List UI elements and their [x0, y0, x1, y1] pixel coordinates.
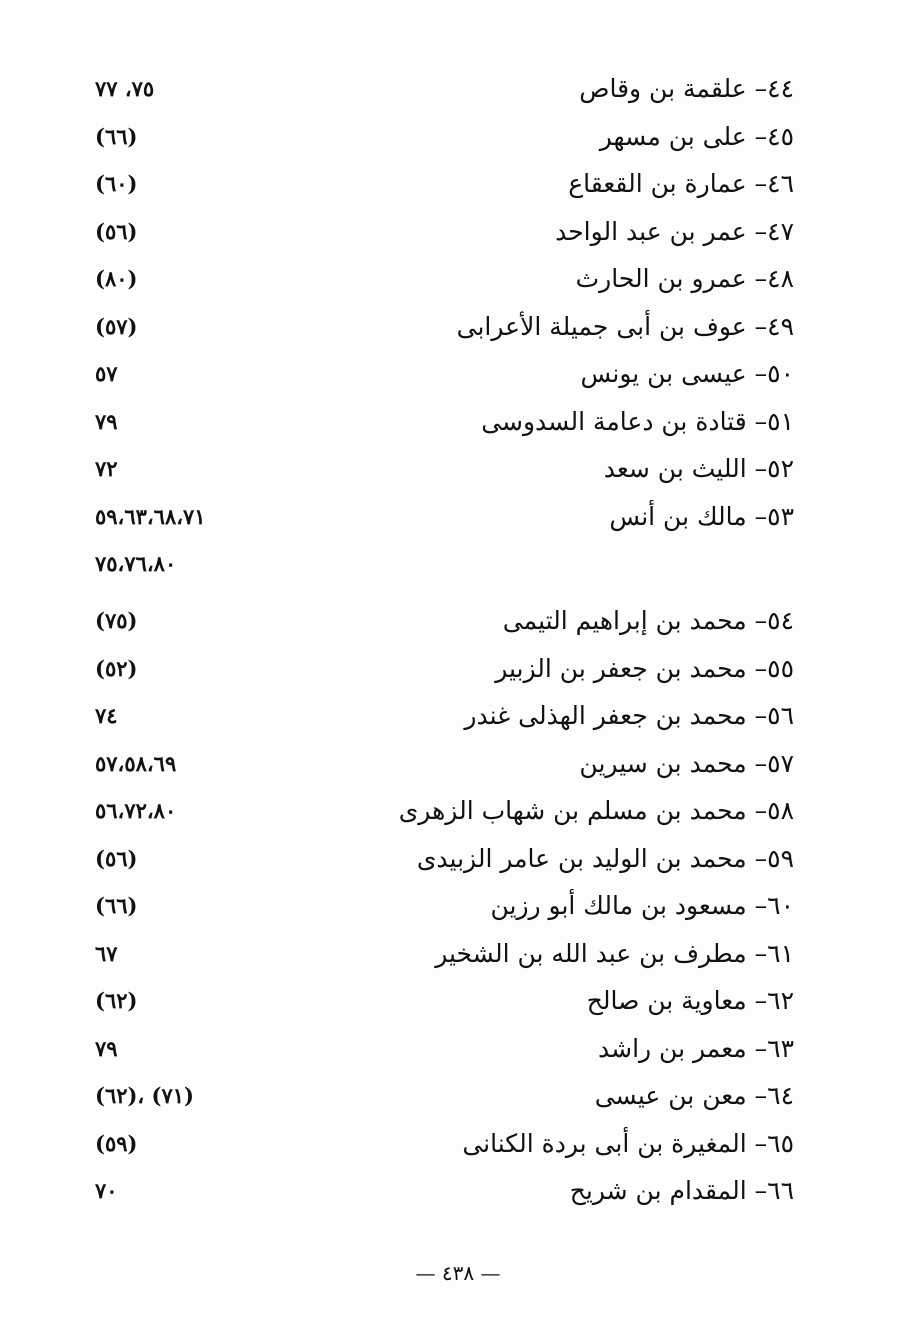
index-entry-row: [0, 1121, 916, 1167]
index-entry-row: [0, 646, 916, 692]
index-entry-row: [0, 1073, 916, 1119]
index-entry-refs: (٦٦): [95, 893, 138, 918]
index-entry-refs: (٦٠): [95, 171, 138, 196]
index-entry-refs: (٥٦): [95, 845, 138, 871]
index-entry-refs: (٧٥): [95, 608, 138, 633]
index-entry-name: ٥٥– محمد بن جعفر بن الزبير: [495, 653, 794, 683]
index-entry-name: ٦١– مطرف بن عبد الله بن الشخير: [435, 938, 794, 968]
index-entry-refs: ٧٤: [95, 703, 118, 728]
index-entry-name: ٦٥– المغيرة بن أبى بردة الكنانى: [462, 1128, 794, 1158]
index-entry-refs: ٧٥،٧٦،٨٠: [95, 551, 177, 576]
index-entry-name: ٦٢– معاوية بن صالح: [586, 986, 794, 1015]
index-entry-refs: ٧٥، ٧٧: [95, 76, 155, 101]
index-entry-row: [0, 788, 916, 834]
index-entry-row: [0, 304, 916, 350]
index-entry-row: [0, 446, 916, 492]
index-entry-row: [0, 836, 916, 882]
index-entry-refs: ٥٦،٧٢،٨٠: [95, 798, 177, 823]
index-entry-name: ٤٨– عمرو بن الحارث: [575, 264, 794, 293]
index-entry-refs: (٦٦): [95, 123, 138, 149]
index-entry-row: [0, 978, 916, 1024]
index-entry-name: ٥٠– عيسى بن يونس: [580, 359, 794, 388]
index-entry-name: ٦٠– مسعود بن مالك أبو رزين: [490, 891, 794, 920]
index-entry-row: [0, 598, 916, 644]
index-entry-row: [0, 541, 916, 587]
index-entry-row: [0, 399, 916, 445]
index-entry-name: ٥٣– مالك بن أنس: [609, 501, 794, 531]
index-entry-refs: ٧٩: [95, 408, 118, 434]
index-entry-row: [0, 66, 916, 112]
index-entry-row: [0, 693, 916, 739]
index-entry-refs: (٥٦): [95, 218, 138, 244]
index-entry-name: ٥١– قتادة بن دعامة السدوسى: [481, 406, 794, 436]
index-entry-row: [0, 209, 916, 255]
index-entry-refs: ٧٢: [95, 456, 118, 481]
index-entry-refs: (٥٢): [95, 655, 138, 681]
index-entry-name: ٤٥– على بن مسهر: [599, 121, 794, 151]
index-entry-refs: (٥٩): [95, 1130, 138, 1156]
index-entry-name: ٥٩– محمد بن الوليد بن عامر الزبيدى: [416, 843, 794, 873]
index-entry-row: [0, 931, 916, 977]
index-entry-name: ٤٩– عوف بن أبى جميلة الأعرابى: [456, 311, 794, 341]
index-entry-row: [0, 494, 916, 540]
index-entry-name: ٦٤– معن بن عيسى: [594, 1081, 794, 1110]
index-entry-name: ٥٢– الليث بن سعد: [603, 454, 794, 483]
index-entry-refs: ٥٩،٦٣،٦٨،٧١: [95, 503, 206, 529]
index-entry-name: ٥٦– محمد بن جعفر الهذلى غندر: [464, 701, 794, 730]
index-entry-refs: ٧٩: [95, 1035, 118, 1061]
index-entry-refs: (٦٢): [95, 988, 138, 1013]
index-entry-name: ٥٧– محمد بن سيرين: [579, 748, 794, 778]
index-entry-row: [0, 114, 916, 160]
index-entry-refs: (٥٧): [95, 313, 138, 339]
index-entry-row: [0, 1026, 916, 1072]
index-entry-refs: ٥٧،٥٨،٦٩: [95, 750, 177, 776]
index-entry-refs: ٧٠: [95, 1178, 118, 1203]
index-entry-refs: (٦٢)، (٧١): [95, 1083, 194, 1108]
index-entry-row: [0, 1168, 916, 1214]
page-number: — ٤٣٨ —: [415, 1261, 501, 1285]
index-entry-row: [0, 351, 916, 397]
index-entry-name: ٤٦– عمارة بن القعقاع: [568, 169, 794, 198]
index-entry-row: [0, 256, 916, 302]
index-entry-name: ٥٨– محمد بن مسلم بن شهاب الزهرى: [398, 796, 794, 825]
index-entry-refs: (٨٠): [95, 266, 138, 291]
index-entry-refs: ٥٧: [95, 361, 118, 386]
index-entry-row: [0, 741, 916, 787]
index-entry-row: [0, 161, 916, 207]
index-entry-name: ٦٦– المقدام بن شريح: [569, 1176, 794, 1205]
index-entry-name: ٥٤– محمد بن إبراهيم التيمى: [502, 606, 794, 635]
index-entry-name: ٦٣– معمر بن راشد: [598, 1033, 794, 1063]
index-entry-refs: ٦٧: [95, 940, 118, 966]
index-entry-row: [0, 883, 916, 929]
index-entry-name: ٤٧– عمر بن عبد الواحد: [555, 216, 794, 246]
index-entry-name: ٤٤– علقمة بن وقاص: [579, 74, 794, 103]
